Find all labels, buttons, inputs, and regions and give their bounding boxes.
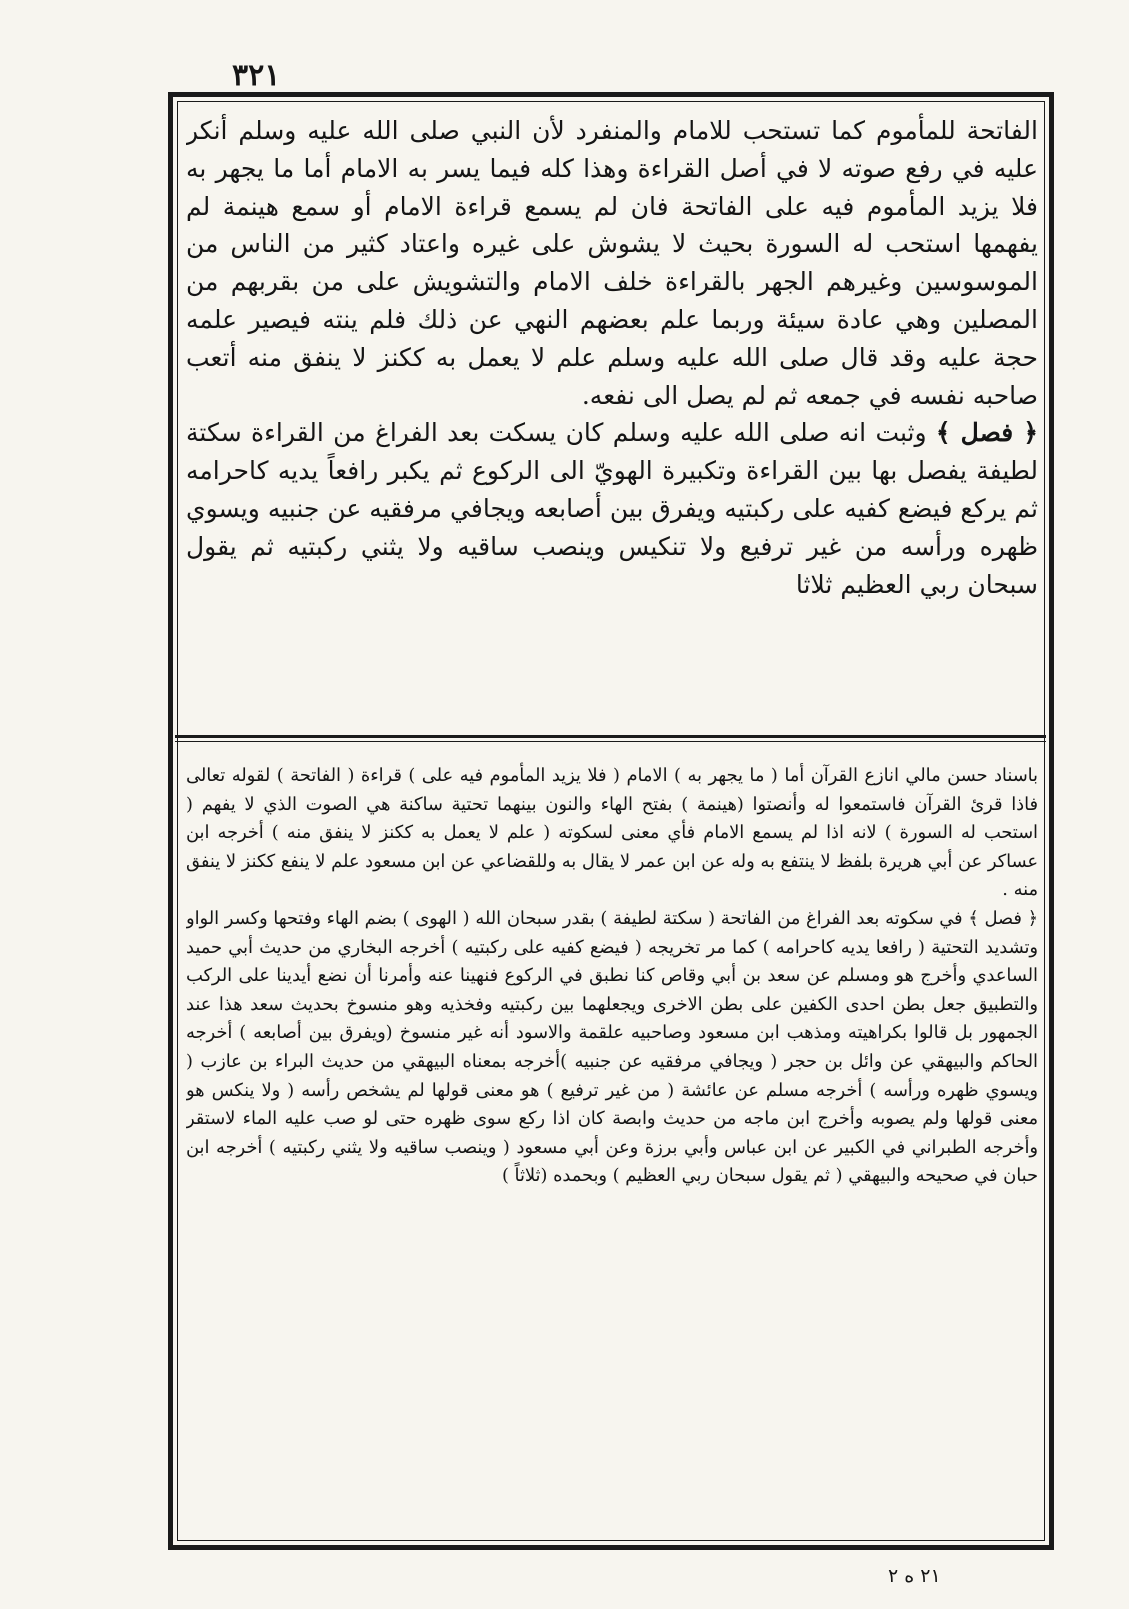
footnote-separator (175, 735, 1046, 738)
commentary-text (186, 762, 1038, 1534)
footnote-separator-thin (175, 741, 1046, 742)
main-paragraph: الفاتحة للمأموم كما تستحب للامام والمنفرد لأن النبي صلى الله عليه وسلم أنكر عليه في رفع صوته لا في أصل القراءة وهذا كله فيما يسر به الامام أما ما يجهر به فلا يزيد المأموم فيه على الفاتحة فان لم يسمع قراءة الامام أو سمع هينمة لم يفهمها استحب له السورة بحيث لا يشوش على غيره واعتاد كثير من الناس من الموسوسين وغيرهم الجهر بالقراءة خلف الامام والتشويش على من بقربهم من المصلين وهي عادة سيئة وربما علم بعضهم النهي عن ذلك فلم ينته فيصير علمه حجة عليه وقد قال صلى الله عليه وسلم علم لا يعمل به ككنز لا ينفق منه أتعب صاحبه نفسه في جمعه ثم لم يصل الى نفعه. (186, 116, 1038, 410)
main-paragraph-section (186, 414, 1038, 603)
commentary-paragraph-2: ﴿ فصل ﴾ في سكوته بعد الفراغ من الفاتحة ( سكتة لطيفة ) بقدر سبحان الله ( الهوى ) بضم الهاء وفتحها وكسر الواو وتشديد التحتية ( رافعا يديه كاحرامه ) كما مر تخريجه ( فيضع كفيه على ركبتيه ) أخرجه البخاري من حديث أبي حميد الساعدي وأخرج هو ومسلم عن سعد بن أبي وقاص كنا نطبق في الركوع فنهينا عنه وأمرنا أن نضع أيدينا على الركب والتطبيق جعل بطن احدى الكفين على بطن الاخرى ويجعلهما بين ركبتيه وفخذيه وهو منسوخ بحديث سعد هذا عند الجمهور بل قالوا بكراهيته ومذهب ابن مسعود وصاحبيه علقمة والاسود أنه غير منسوخ (ويفرق بين أصابعه ) أخرجه الحاكم والبيهقي عن وائل بن حجر ( ويجافي مرفقيه عن جنبيه )أخرجه بمعناه البيهقي من حديث البراء بن عازب ( ويسوي ظهره ورأسه ) أخرجه مسلم عن عائشة ( من غير ترفيع ) هو معنى قولها لم يشخص رأسه ( ولا ينكس هو معنى قولها ولم يصوبه وأخرج ابن ماجه من حديث وابصة كان اذا ركع سوى ظهره حتى لو صب عليه الماء لاستقر وأخرجه الطبراني في الكبير عن ابن عباس وأبي برزة وعن أبي مسعود ( وينصب ساقيه ولا يثني ركبتيه ) أخرجه ابن حبان في صحيحه والبيهقي ( ثم يقول سبحان ربي العظيم ) وبحمده (ثلاثاً ) (186, 907, 1038, 1187)
main-paragraph-2: وثبت انه صلى الله عليه وسلم كان يسكت بعد الفراغ من القراءة سكتة لطيفة يفصل بها بين القراءة وتكبيرة الهويّ الى الركوع ثم يكبر رافعاً يديه كاحرامه ثم يركع فيضع كفيه على ركبتيه ويفرق بين أصابعه ويجافي مرفقيه عن جنبيه ويسوي ظهره ورأسه من غير ترفيع ولا تنكيس وينصب ساقيه ولا يثني ركبتيه ثم يقول سبحان ربي العظيم ثلاثا (186, 418, 1038, 599)
page-number: ٣٢١ (232, 58, 281, 93)
section-heading: ﴿ فصل ﴾ (935, 418, 1038, 448)
commentary-paragraph: باسناد حسن مالي انازع القرآن أما ( ما يجهر به ) الامام ( فلا يزيد المأموم فيه على ) قراءة ( الفاتحة ) لقوله تعالى فاذا قرئ القرآن فاستمعوا له وأنصتوا (هينمة ) بفتح الهاء والنون بينهما تحتية ساكنة هي الصوت الذي لا يفهم ( استحب له السورة ) لانه اذا لم يسمع الامام فأي معنى لسكوته ( علم لا يعمل به ككنز لا ينفق منه ) أخرجه ابن عساكر عن أبي هريرة بلفظ لا ينتفع به وله عن ابن عمر لا يقال به وللقضاعي عن ابن مسعود علم لا ينفع ككنز لا ينفق منه . (186, 765, 1038, 901)
printer-signature: ٢١ ه ٢ (888, 1565, 941, 1587)
main-text (186, 112, 1038, 716)
